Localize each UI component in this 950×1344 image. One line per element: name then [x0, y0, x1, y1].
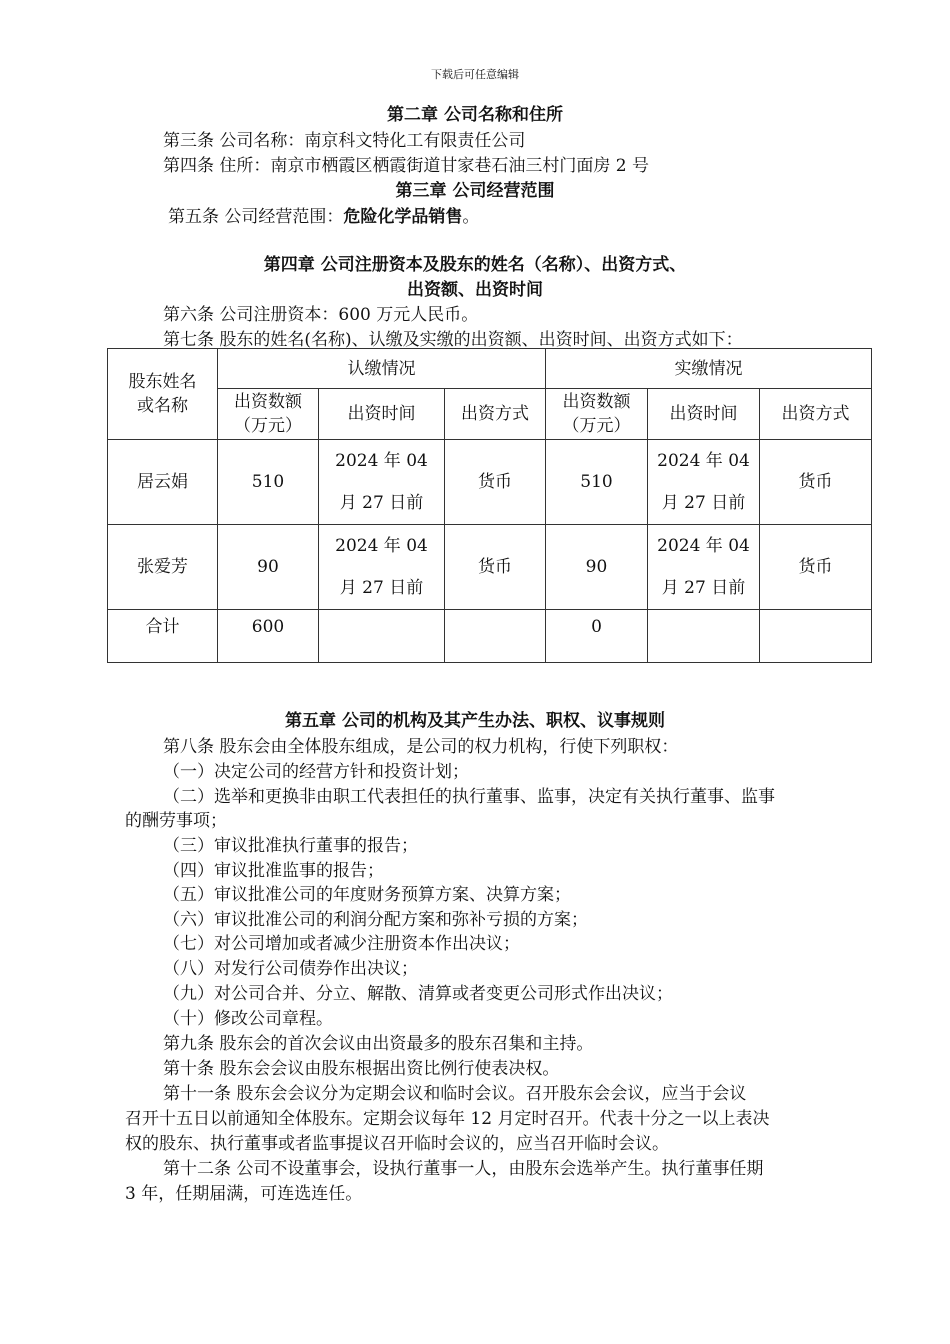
list-item: （二）选举和更换非由职工代表担任的执行董事、监事，决定有关执行董事、监事 [163, 787, 775, 807]
paid-method: 货币 [760, 525, 872, 610]
header-sub-method: 出资方式 [445, 389, 546, 440]
total-paid-amount: 0 [546, 610, 648, 663]
list-item: （七）对公司增加或者减少注册资本作出决议； [163, 934, 520, 954]
table-header-row-1 [108, 349, 872, 389]
article-12-line-1: 第十二条 公司不设董事会，设执行董事一人，由股东会选举产生。执行董事任期 [163, 1159, 764, 1179]
paid-amount: 90 [546, 525, 648, 610]
article-5-end: 。 [462, 207, 480, 227]
sub-time: 2024 年 04 月 27 日前 [319, 440, 445, 525]
list-item: （八）对发行公司债券作出决议； [163, 959, 418, 979]
article-5-label: 第五条 公司经营范围： [168, 207, 344, 227]
article-3: 第三条 公司名称：南京科文特化工有限责任公司 [163, 131, 526, 151]
table-header-row-2 [108, 389, 872, 440]
header-sub-time: 出资时间 [319, 389, 445, 440]
article-11-line-1: 第十一条 股东会会议分为定期会议和临时会议。召开股东会会议，应当于会议 [163, 1084, 747, 1104]
table-row [108, 440, 872, 525]
paid-amount: 510 [546, 440, 648, 525]
chapter-3-title: 第三章 公司经营范围 [395, 181, 555, 201]
shareholder-name: 居云娟 [108, 440, 218, 525]
article-6: 第六条 公司注册资本：600 万元人民币。 [163, 305, 479, 325]
header-subscribed: 认缴情况 [218, 349, 546, 389]
total-sub-amount: 600 [218, 610, 319, 663]
article-12-line-2: 3 年，任期届满，可连选连任。 [125, 1184, 363, 1204]
header-paid-amount: 出资数额（万元） [546, 389, 648, 440]
header-paid-method: 出资方式 [760, 389, 872, 440]
capital-contribution-table [107, 348, 872, 663]
header-shareholder: 股东姓名或名称 [108, 349, 218, 440]
paid-method: 货币 [760, 440, 872, 525]
header-paid: 实缴情况 [546, 349, 872, 389]
list-item: （三）审议批准执行董事的报告； [163, 836, 418, 856]
header-paid-time: 出资时间 [648, 389, 760, 440]
list-item: （六）审议批准公司的利润分配方案和弥补亏损的方案； [163, 910, 588, 930]
table-total-row [108, 610, 872, 663]
table-row [108, 525, 872, 610]
sub-method: 货币 [445, 525, 546, 610]
chapter-4-title-line-2: 出资额、出资时间 [407, 280, 543, 300]
sub-time: 2024 年 04 月 27 日前 [319, 525, 445, 610]
chapter-5-title: 第五章 公司的机构及其产生办法、职权、议事规则 [285, 711, 665, 731]
article-9: 第九条 股东会的首次会议由出资最多的股东召集和主持。 [163, 1034, 594, 1054]
article-11-line-2: 召开十五日以前通知全体股东。定期会议每年 12 月定时召开。代表十分之一以上表决 [125, 1109, 770, 1129]
list-item: （九）对公司合并、分立、解散、清算或者变更公司形式作出决议； [163, 984, 673, 1004]
list-item: （四）审议批准监事的报告； [163, 861, 384, 881]
page-header: 下载后可任意编辑 [431, 68, 519, 81]
sub-amount: 510 [218, 440, 319, 525]
list-item: （十）修改公司章程。 [163, 1009, 333, 1029]
chapter-4-title-line-1: 第四章 公司注册资本及股东的姓名（名称）、出资方式、 [263, 255, 687, 275]
list-item: （五）审议批准公司的年度财务预算方案、决算方案； [163, 885, 571, 905]
article-5 [168, 202, 479, 227]
shareholder-name: 张爱芳 [108, 525, 218, 610]
total-label: 合计 [108, 610, 218, 663]
article-8: 第八条 股东会由全体股东组成，是公司的权力机构，行使下列职权： [163, 737, 679, 757]
chapter-2-title: 第二章 公司名称和住所 [387, 105, 563, 125]
article-4: 第四条 住所：南京市栖霞区栖霞街道甘家巷石油三村门面房 2 号 [163, 156, 650, 176]
article-7: 第七条 股东的姓名(名称)、认缴及实缴的出资额、出资时间、出资方式如下： [163, 330, 743, 350]
list-item-continuation: 的酬劳事项； [125, 811, 227, 831]
sub-amount: 90 [218, 525, 319, 610]
article-11-line-3: 权的股东、执行董事或者监事提议召开临时会议的，应当召开临时会议。 [125, 1134, 669, 1154]
business-scope: 危险化学品销售 [343, 207, 463, 227]
header-sub-amount: 出资数额（万元） [218, 389, 319, 440]
paid-time: 2024 年 04 月 27 日前 [648, 525, 760, 610]
sub-method: 货币 [445, 440, 546, 525]
article-10: 第十条 股东会会议由股东根据出资比例行使表决权。 [163, 1059, 560, 1079]
list-item: （一）决定公司的经营方针和投资计划； [163, 762, 469, 782]
paid-time: 2024 年 04 月 27 日前 [648, 440, 760, 525]
